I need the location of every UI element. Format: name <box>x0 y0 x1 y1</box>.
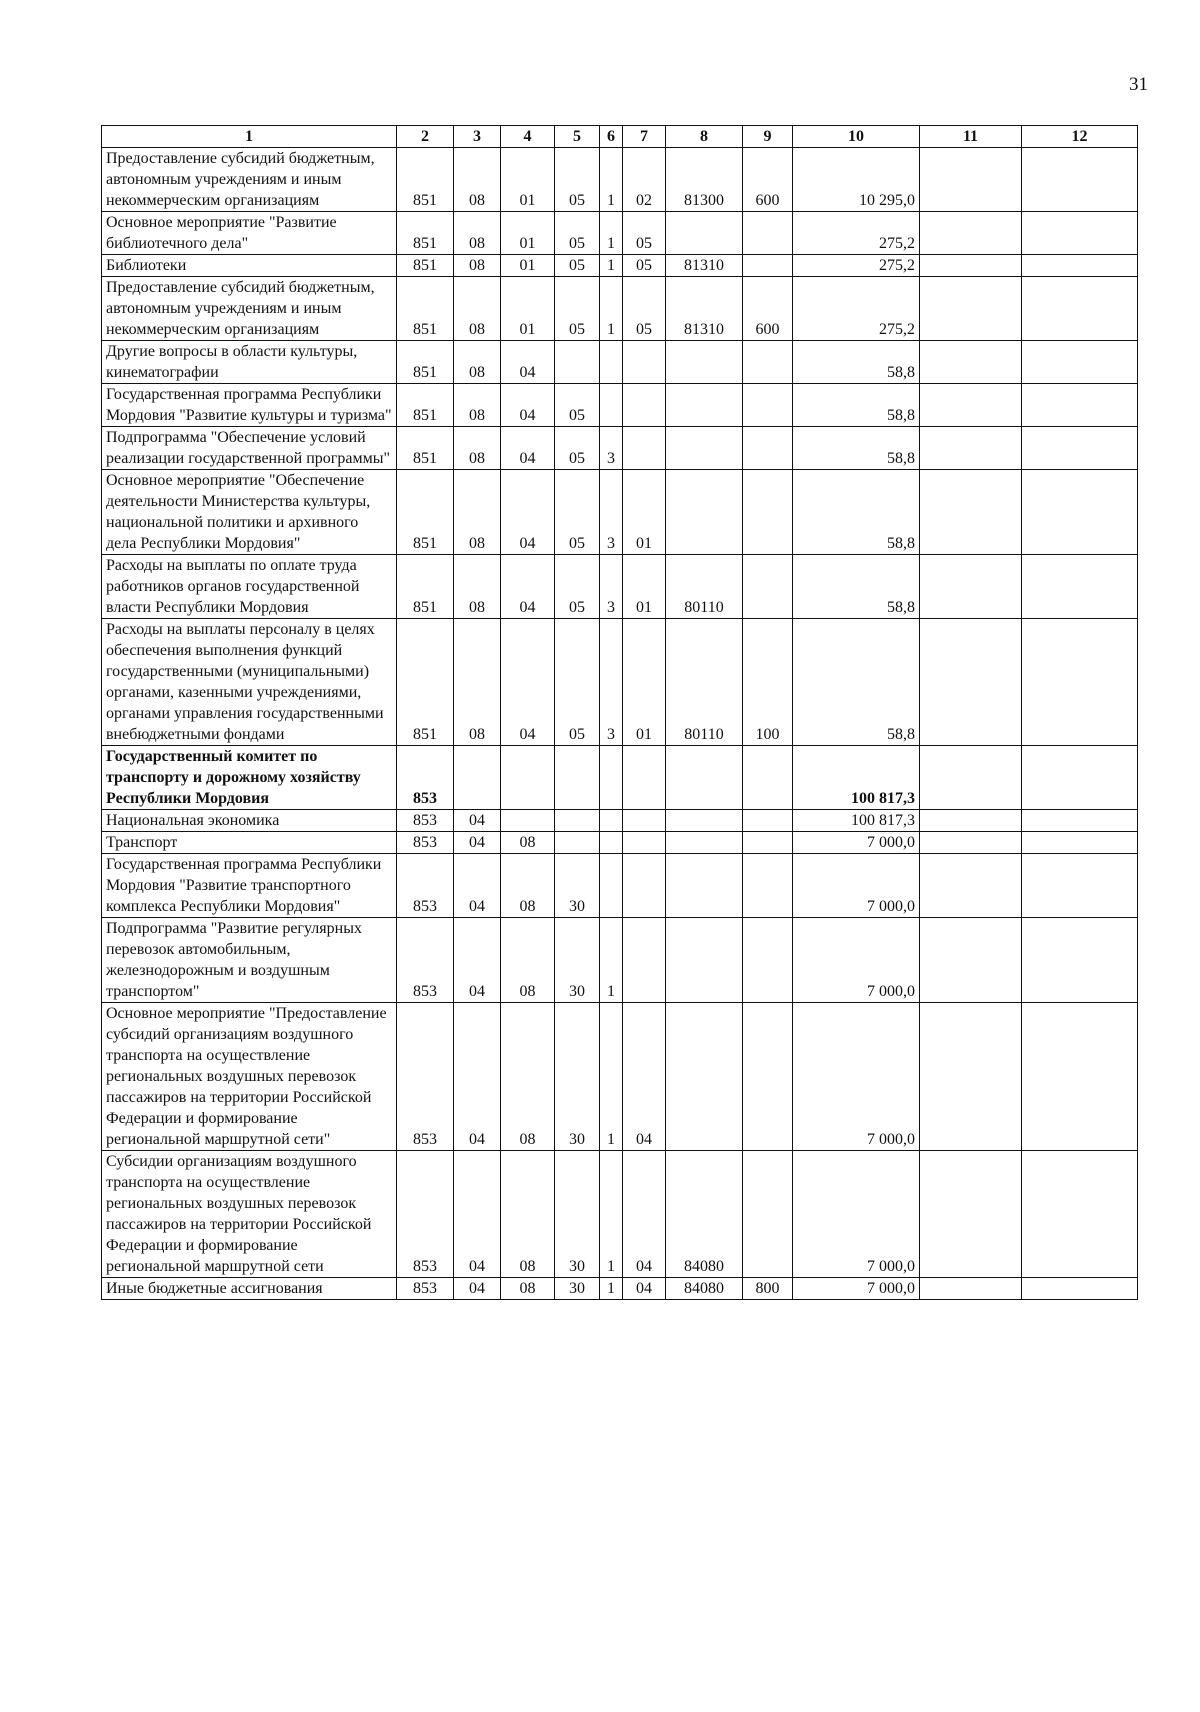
code-cell-11 <box>920 832 1022 854</box>
code-cell-3: 08 <box>454 427 501 470</box>
code-cell-12 <box>1022 619 1138 746</box>
header-row <box>102 126 1138 148</box>
row-name-cell: Основное мероприятие "Предоставление субсидий организациям воздушного транспорта на осуществление региональных воздушных перевозок пассажиров на территории Российской Федерации и формирование региональной маршрутной сети" <box>102 1003 397 1151</box>
code-cell-12 <box>1022 555 1138 619</box>
code-cell-11 <box>920 810 1022 832</box>
code-cell-12 <box>1022 918 1138 1003</box>
row-name-cell: Государственная программа Республики Мордовия "Развитие транспортного комплекса Республики Мордовия" <box>102 854 397 918</box>
code-cell-9 <box>743 918 793 1003</box>
table-row <box>102 384 1138 427</box>
code-cell-9 <box>743 555 793 619</box>
table-row <box>102 918 1138 1003</box>
table-row <box>102 277 1138 341</box>
row-name-cell: Государственный комитет по транспорту и дорожному хозяйству Республики Мордовия <box>102 746 397 810</box>
code-cell-2: 851 <box>397 427 454 470</box>
code-cell-12 <box>1022 148 1138 212</box>
row-name-cell: Другие вопросы в области культуры, кинематографии <box>102 341 397 384</box>
code-cell-5: 05 <box>555 255 600 277</box>
code-cell-5: 30 <box>555 854 600 918</box>
code-cell-2: 851 <box>397 555 454 619</box>
code-cell-8: 81310 <box>666 277 743 341</box>
code-cell-6 <box>600 341 623 384</box>
amount-cell: 100 817,3 <box>793 810 920 832</box>
code-cell-9 <box>743 384 793 427</box>
code-cell-3: 08 <box>454 555 501 619</box>
code-cell-7: 01 <box>623 619 666 746</box>
code-cell-12 <box>1022 746 1138 810</box>
code-cell-8 <box>666 746 743 810</box>
code-cell-9 <box>743 746 793 810</box>
table-row <box>102 555 1138 619</box>
code-cell-9 <box>743 810 793 832</box>
code-cell-7: 05 <box>623 212 666 255</box>
code-cell-6: 1 <box>600 1278 623 1300</box>
row-name-cell: Транспорт <box>102 832 397 854</box>
code-cell-5: 05 <box>555 384 600 427</box>
code-cell-8 <box>666 854 743 918</box>
code-cell-6 <box>600 384 623 427</box>
table-row <box>102 1003 1138 1151</box>
column-header-1: 1 <box>102 126 397 148</box>
code-cell-11 <box>920 384 1022 427</box>
code-cell-2: 851 <box>397 619 454 746</box>
code-cell-2: 851 <box>397 470 454 555</box>
code-cell-12 <box>1022 212 1138 255</box>
code-cell-7 <box>623 427 666 470</box>
code-cell-6: 1 <box>600 918 623 1003</box>
code-cell-4: 08 <box>501 832 555 854</box>
code-cell-6: 1 <box>600 277 623 341</box>
code-cell-4: 04 <box>501 470 555 555</box>
table-body <box>102 148 1138 1300</box>
table-row <box>102 341 1138 384</box>
code-cell-4: 01 <box>501 255 555 277</box>
code-cell-12 <box>1022 255 1138 277</box>
code-cell-9: 800 <box>743 1278 793 1300</box>
code-cell-4: 04 <box>501 619 555 746</box>
table-row <box>102 1151 1138 1278</box>
code-cell-4: 04 <box>501 427 555 470</box>
code-cell-2: 853 <box>397 854 454 918</box>
code-cell-5: 05 <box>555 427 600 470</box>
code-cell-11 <box>920 212 1022 255</box>
row-name-cell: Предоставление субсидий бюджетным, автономным учреждениям и иным некоммерческим организациям <box>102 148 397 212</box>
code-cell-7 <box>623 918 666 1003</box>
code-cell-12 <box>1022 854 1138 918</box>
row-name-cell: Расходы на выплаты персоналу в целях обеспечения выполнения функций государственными (муниципальными) органами, казенными учреждениями, органами управления государственными внебюджетными фондами <box>102 619 397 746</box>
amount-cell: 10 295,0 <box>793 148 920 212</box>
code-cell-9 <box>743 427 793 470</box>
code-cell-8 <box>666 810 743 832</box>
code-cell-5: 05 <box>555 555 600 619</box>
code-cell-2: 853 <box>397 1151 454 1278</box>
code-cell-7 <box>623 832 666 854</box>
code-cell-4: 04 <box>501 341 555 384</box>
code-cell-12 <box>1022 277 1138 341</box>
amount-cell: 58,8 <box>793 555 920 619</box>
code-cell-3: 08 <box>454 148 501 212</box>
code-cell-5: 05 <box>555 277 600 341</box>
code-cell-8: 80110 <box>666 619 743 746</box>
code-cell-7 <box>623 384 666 427</box>
column-header-9: 9 <box>743 126 793 148</box>
code-cell-11 <box>920 1151 1022 1278</box>
code-cell-4: 08 <box>501 918 555 1003</box>
table-row <box>102 746 1138 810</box>
code-cell-8: 84080 <box>666 1278 743 1300</box>
code-cell-7: 04 <box>623 1151 666 1278</box>
table-row <box>102 427 1138 470</box>
amount-cell: 7 000,0 <box>793 1003 920 1151</box>
table-row <box>102 212 1138 255</box>
code-cell-7 <box>623 746 666 810</box>
column-header-5: 5 <box>555 126 600 148</box>
code-cell-4: 04 <box>501 384 555 427</box>
table-row <box>102 148 1138 212</box>
budget-table <box>101 125 1138 1300</box>
code-cell-5: 30 <box>555 918 600 1003</box>
row-name-cell: Библиотеки <box>102 255 397 277</box>
amount-cell: 7 000,0 <box>793 832 920 854</box>
code-cell-4: 01 <box>501 148 555 212</box>
amount-cell: 58,8 <box>793 427 920 470</box>
table-row <box>102 854 1138 918</box>
code-cell-7: 04 <box>623 1003 666 1151</box>
code-cell-4 <box>501 746 555 810</box>
code-cell-11 <box>920 746 1022 810</box>
code-cell-3 <box>454 746 501 810</box>
table-row <box>102 255 1138 277</box>
code-cell-8 <box>666 384 743 427</box>
code-cell-9: 100 <box>743 619 793 746</box>
code-cell-8 <box>666 212 743 255</box>
code-cell-6: 3 <box>600 619 623 746</box>
code-cell-11 <box>920 1278 1022 1300</box>
amount-cell: 7 000,0 <box>793 1151 920 1278</box>
code-cell-12 <box>1022 810 1138 832</box>
code-cell-5: 30 <box>555 1003 600 1151</box>
row-name-cell: Иные бюджетные ассигнования <box>102 1278 397 1300</box>
code-cell-6: 3 <box>600 555 623 619</box>
code-cell-11 <box>920 341 1022 384</box>
code-cell-3: 08 <box>454 470 501 555</box>
code-cell-3: 08 <box>454 384 501 427</box>
row-name-cell: Подпрограмма "Обеспечение условий реализации государственной программы" <box>102 427 397 470</box>
code-cell-2: 853 <box>397 1003 454 1151</box>
code-cell-4: 08 <box>501 1151 555 1278</box>
code-cell-6: 1 <box>600 255 623 277</box>
code-cell-7: 01 <box>623 470 666 555</box>
code-cell-12 <box>1022 470 1138 555</box>
amount-cell: 58,8 <box>793 341 920 384</box>
code-cell-9: 600 <box>743 277 793 341</box>
code-cell-2: 853 <box>397 810 454 832</box>
amount-cell: 275,2 <box>793 255 920 277</box>
code-cell-6: 1 <box>600 148 623 212</box>
amount-cell: 58,8 <box>793 470 920 555</box>
code-cell-5: 05 <box>555 148 600 212</box>
code-cell-11 <box>920 277 1022 341</box>
amount-cell: 100 817,3 <box>793 746 920 810</box>
code-cell-5 <box>555 341 600 384</box>
code-cell-2: 851 <box>397 341 454 384</box>
code-cell-12 <box>1022 832 1138 854</box>
column-header-7: 7 <box>623 126 666 148</box>
code-cell-3: 04 <box>454 1003 501 1151</box>
code-cell-7 <box>623 810 666 832</box>
code-cell-8 <box>666 427 743 470</box>
column-header-2: 2 <box>397 126 454 148</box>
row-name-cell: Государственная программа Республики Мордовия "Развитие культуры и туризма" <box>102 384 397 427</box>
code-cell-2: 851 <box>397 212 454 255</box>
code-cell-11 <box>920 427 1022 470</box>
column-header-11: 11 <box>920 126 1022 148</box>
column-header-12: 12 <box>1022 126 1138 148</box>
code-cell-8 <box>666 341 743 384</box>
code-cell-2: 853 <box>397 832 454 854</box>
code-cell-8: 80110 <box>666 555 743 619</box>
code-cell-7 <box>623 341 666 384</box>
code-cell-9: 600 <box>743 148 793 212</box>
row-name-cell: Основное мероприятие "Развитие библиотечного дела" <box>102 212 397 255</box>
column-header-3: 3 <box>454 126 501 148</box>
column-header-8: 8 <box>666 126 743 148</box>
code-cell-5: 05 <box>555 470 600 555</box>
code-cell-6: 3 <box>600 427 623 470</box>
code-cell-9 <box>743 212 793 255</box>
code-cell-4: 01 <box>501 212 555 255</box>
code-cell-7: 02 <box>623 148 666 212</box>
code-cell-6 <box>600 810 623 832</box>
code-cell-2: 853 <box>397 918 454 1003</box>
code-cell-7 <box>623 854 666 918</box>
code-cell-2: 853 <box>397 746 454 810</box>
code-cell-3: 04 <box>454 854 501 918</box>
row-name-cell: Подпрограмма "Развитие регулярных перевозок автомобильным, железнодорожным и воздушным транспортом" <box>102 918 397 1003</box>
amount-cell: 58,8 <box>793 384 920 427</box>
code-cell-2: 851 <box>397 277 454 341</box>
code-cell-2: 853 <box>397 1278 454 1300</box>
code-cell-5: 05 <box>555 619 600 746</box>
code-cell-11 <box>920 918 1022 1003</box>
amount-cell: 275,2 <box>793 212 920 255</box>
amount-cell: 7 000,0 <box>793 1278 920 1300</box>
code-cell-3: 04 <box>454 918 501 1003</box>
table-row <box>102 810 1138 832</box>
code-cell-3: 04 <box>454 1278 501 1300</box>
column-header-4: 4 <box>501 126 555 148</box>
code-cell-6: 3 <box>600 470 623 555</box>
amount-cell: 58,8 <box>793 619 920 746</box>
code-cell-8 <box>666 470 743 555</box>
code-cell-9 <box>743 1003 793 1151</box>
code-cell-8: 81310 <box>666 255 743 277</box>
row-name-cell: Предоставление субсидий бюджетным, автономным учреждениям и иным некоммерческим организациям <box>102 277 397 341</box>
code-cell-4 <box>501 810 555 832</box>
code-cell-6: 1 <box>600 1151 623 1278</box>
table-row <box>102 470 1138 555</box>
code-cell-5: 30 <box>555 1278 600 1300</box>
row-name-cell: Расходы на выплаты по оплате труда работников органов государственной власти Республики Мордовия <box>102 555 397 619</box>
code-cell-11 <box>920 148 1022 212</box>
code-cell-8: 84080 <box>666 1151 743 1278</box>
table-row <box>102 1278 1138 1300</box>
code-cell-4: 04 <box>501 555 555 619</box>
code-cell-4: 08 <box>501 1278 555 1300</box>
page-number: 31 <box>1129 74 1148 95</box>
code-cell-6 <box>600 854 623 918</box>
code-cell-6: 1 <box>600 212 623 255</box>
column-header-10: 10 <box>793 126 920 148</box>
row-name-cell: Основное мероприятие "Обеспечение деятельности Министерства культуры, национальной политики и архивного дела Республики Мордовия" <box>102 470 397 555</box>
code-cell-12 <box>1022 1003 1138 1151</box>
code-cell-12 <box>1022 341 1138 384</box>
code-cell-8 <box>666 832 743 854</box>
column-header-6: 6 <box>600 126 623 148</box>
code-cell-7: 04 <box>623 1278 666 1300</box>
code-cell-9 <box>743 832 793 854</box>
code-cell-11 <box>920 255 1022 277</box>
code-cell-5: 30 <box>555 1151 600 1278</box>
code-cell-8 <box>666 918 743 1003</box>
code-cell-2: 851 <box>397 384 454 427</box>
code-cell-12 <box>1022 427 1138 470</box>
code-cell-7: 05 <box>623 255 666 277</box>
code-cell-4: 08 <box>501 854 555 918</box>
code-cell-11 <box>920 619 1022 746</box>
code-cell-3: 08 <box>454 619 501 746</box>
row-name-cell: Национальная экономика <box>102 810 397 832</box>
code-cell-9 <box>743 854 793 918</box>
code-cell-3: 08 <box>454 212 501 255</box>
code-cell-6 <box>600 832 623 854</box>
code-cell-6 <box>600 746 623 810</box>
code-cell-7: 05 <box>623 277 666 341</box>
code-cell-11 <box>920 854 1022 918</box>
code-cell-3: 08 <box>454 277 501 341</box>
code-cell-11 <box>920 555 1022 619</box>
code-cell-5 <box>555 810 600 832</box>
code-cell-5 <box>555 832 600 854</box>
code-cell-7: 01 <box>623 555 666 619</box>
code-cell-3: 08 <box>454 255 501 277</box>
code-cell-11 <box>920 470 1022 555</box>
code-cell-9 <box>743 341 793 384</box>
code-cell-9 <box>743 255 793 277</box>
code-cell-12 <box>1022 384 1138 427</box>
code-cell-5 <box>555 746 600 810</box>
code-cell-8 <box>666 1003 743 1151</box>
code-cell-2: 851 <box>397 255 454 277</box>
code-cell-12 <box>1022 1278 1138 1300</box>
code-cell-4: 01 <box>501 277 555 341</box>
table-row <box>102 619 1138 746</box>
code-cell-12 <box>1022 1151 1138 1278</box>
code-cell-6: 1 <box>600 1003 623 1151</box>
code-cell-3: 04 <box>454 810 501 832</box>
row-name-cell: Субсидии организациям воздушного транспорта на осуществление региональных воздушных перевозок пассажиров на территории Российской Федерации и формирование региональной маршрутной сети <box>102 1151 397 1278</box>
amount-cell: 7 000,0 <box>793 854 920 918</box>
code-cell-5: 05 <box>555 212 600 255</box>
amount-cell: 7 000,0 <box>793 918 920 1003</box>
code-cell-3: 08 <box>454 341 501 384</box>
code-cell-8: 81300 <box>666 148 743 212</box>
code-cell-4: 08 <box>501 1003 555 1151</box>
code-cell-3: 04 <box>454 1151 501 1278</box>
code-cell-2: 851 <box>397 148 454 212</box>
code-cell-9 <box>743 470 793 555</box>
amount-cell: 275,2 <box>793 277 920 341</box>
code-cell-11 <box>920 1003 1022 1151</box>
table-row <box>102 832 1138 854</box>
code-cell-3: 04 <box>454 832 501 854</box>
code-cell-9 <box>743 1151 793 1278</box>
